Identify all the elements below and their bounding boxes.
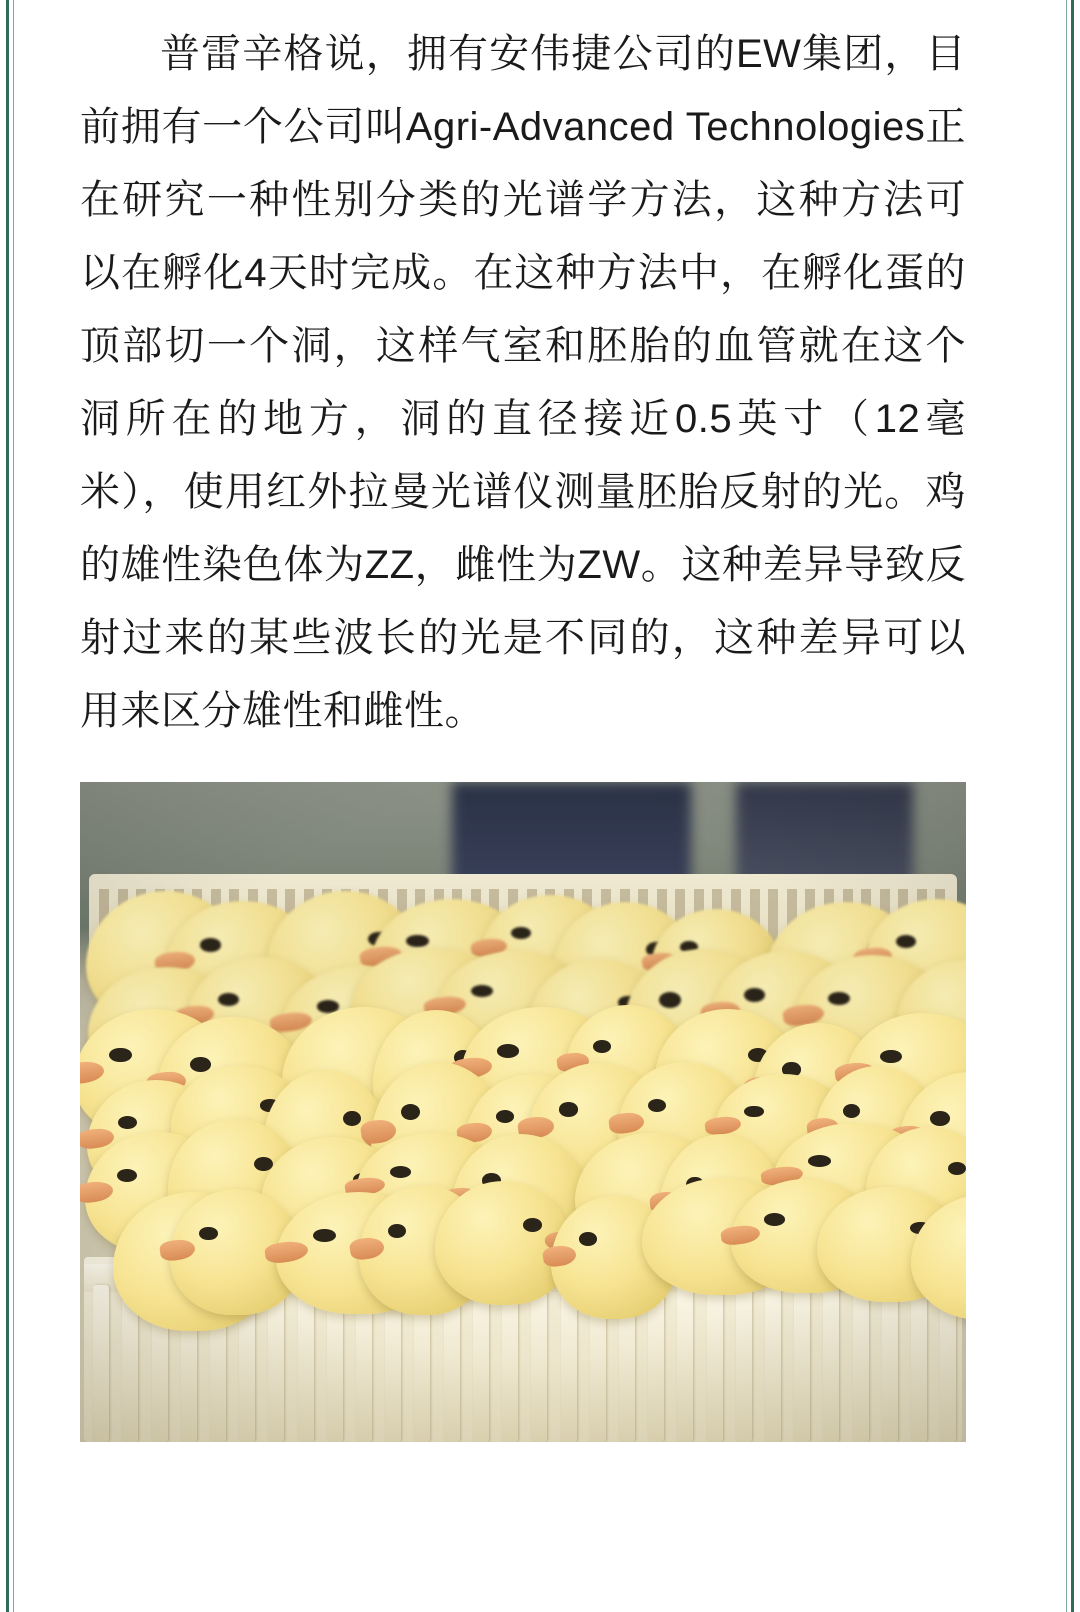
photo-chick-eye bbox=[117, 1169, 137, 1182]
photo-chick-eye bbox=[218, 993, 239, 1006]
photo-chick-eye bbox=[406, 935, 428, 948]
photo-chick-beak bbox=[80, 1127, 115, 1151]
frame-rule-left bbox=[6, 0, 9, 1612]
article-paragraph: 普雷辛格说，拥有安伟捷公司的EW集团，目前拥有一个公司叫Agri-Advanced Technologies正在研究一种性别分类的光谱学方法，这种方法可以在孵化4天时完成。在这种方法中，在孵化蛋的顶部切一个洞，这样气室和胚胎的血管就在这个洞所在的地方，洞的直径接近0.5英寸（12毫米），使用红外拉曼光谱仪测量胚胎反射的光。鸡的雄性染色体为ZZ，雌性为ZW。这种差异导致反射过来的某些波长的光是不同的，这种差异可以用来区分雄性和雌性。 bbox=[80, 32, 966, 733]
photo-chick-eye bbox=[744, 988, 765, 1002]
chicks-in-tray-photo bbox=[80, 782, 966, 1442]
photo-chick-eye bbox=[496, 1110, 515, 1123]
photo-chick-eye bbox=[497, 1044, 520, 1058]
photo-chick-eye bbox=[200, 938, 222, 952]
photo-chick-eye bbox=[190, 1057, 211, 1072]
photo-chick-eye bbox=[401, 1104, 420, 1120]
photo-chick-eye bbox=[343, 1111, 361, 1126]
photo-chick-eye bbox=[948, 1162, 966, 1175]
photo-chick-eye bbox=[109, 1048, 131, 1062]
frame-rule-right-inner bbox=[1066, 0, 1067, 1612]
photo-chick-eye bbox=[523, 1218, 542, 1232]
photo-chick-eye bbox=[648, 1099, 667, 1113]
photo-chick-eye bbox=[388, 1224, 406, 1238]
article-content bbox=[80, 0, 970, 1612]
photo-chick-eye bbox=[880, 1050, 902, 1064]
photo-chick-beak bbox=[159, 1238, 196, 1263]
article-figure bbox=[80, 782, 966, 1442]
photo-chick bbox=[435, 1181, 572, 1305]
photo-chick-eye bbox=[828, 992, 850, 1005]
photo-chick-eye bbox=[579, 1232, 597, 1246]
photo-chick-eye bbox=[559, 1102, 579, 1116]
photo-chick-eye bbox=[390, 1166, 412, 1178]
photo-chick-eye bbox=[896, 935, 916, 948]
photo-chick-eye bbox=[511, 927, 530, 939]
photo-chick-eye bbox=[764, 1213, 785, 1226]
photo-chick-eye bbox=[843, 1104, 860, 1118]
photo-chick-eye bbox=[199, 1227, 218, 1241]
photo-chick-eye bbox=[659, 992, 681, 1008]
photo-chick-eye bbox=[471, 985, 493, 997]
photo-chick-beak bbox=[80, 1180, 114, 1205]
article-body bbox=[80, 0, 970, 748]
photo-chick-eye bbox=[744, 1106, 763, 1118]
photo-chick-group bbox=[80, 914, 966, 1323]
photo-chick-eye bbox=[313, 1229, 336, 1242]
photo-chick-eye bbox=[930, 1111, 950, 1126]
photo-chick-eye bbox=[808, 1155, 831, 1167]
photo-chick-beak bbox=[349, 1236, 385, 1261]
frame-rule-left-inner bbox=[13, 0, 14, 1612]
photo-chick-eye bbox=[593, 1040, 610, 1053]
photo-chick-beak bbox=[80, 1060, 106, 1087]
photo-chick-eye bbox=[118, 1116, 137, 1129]
frame-rule-right bbox=[1071, 0, 1074, 1612]
